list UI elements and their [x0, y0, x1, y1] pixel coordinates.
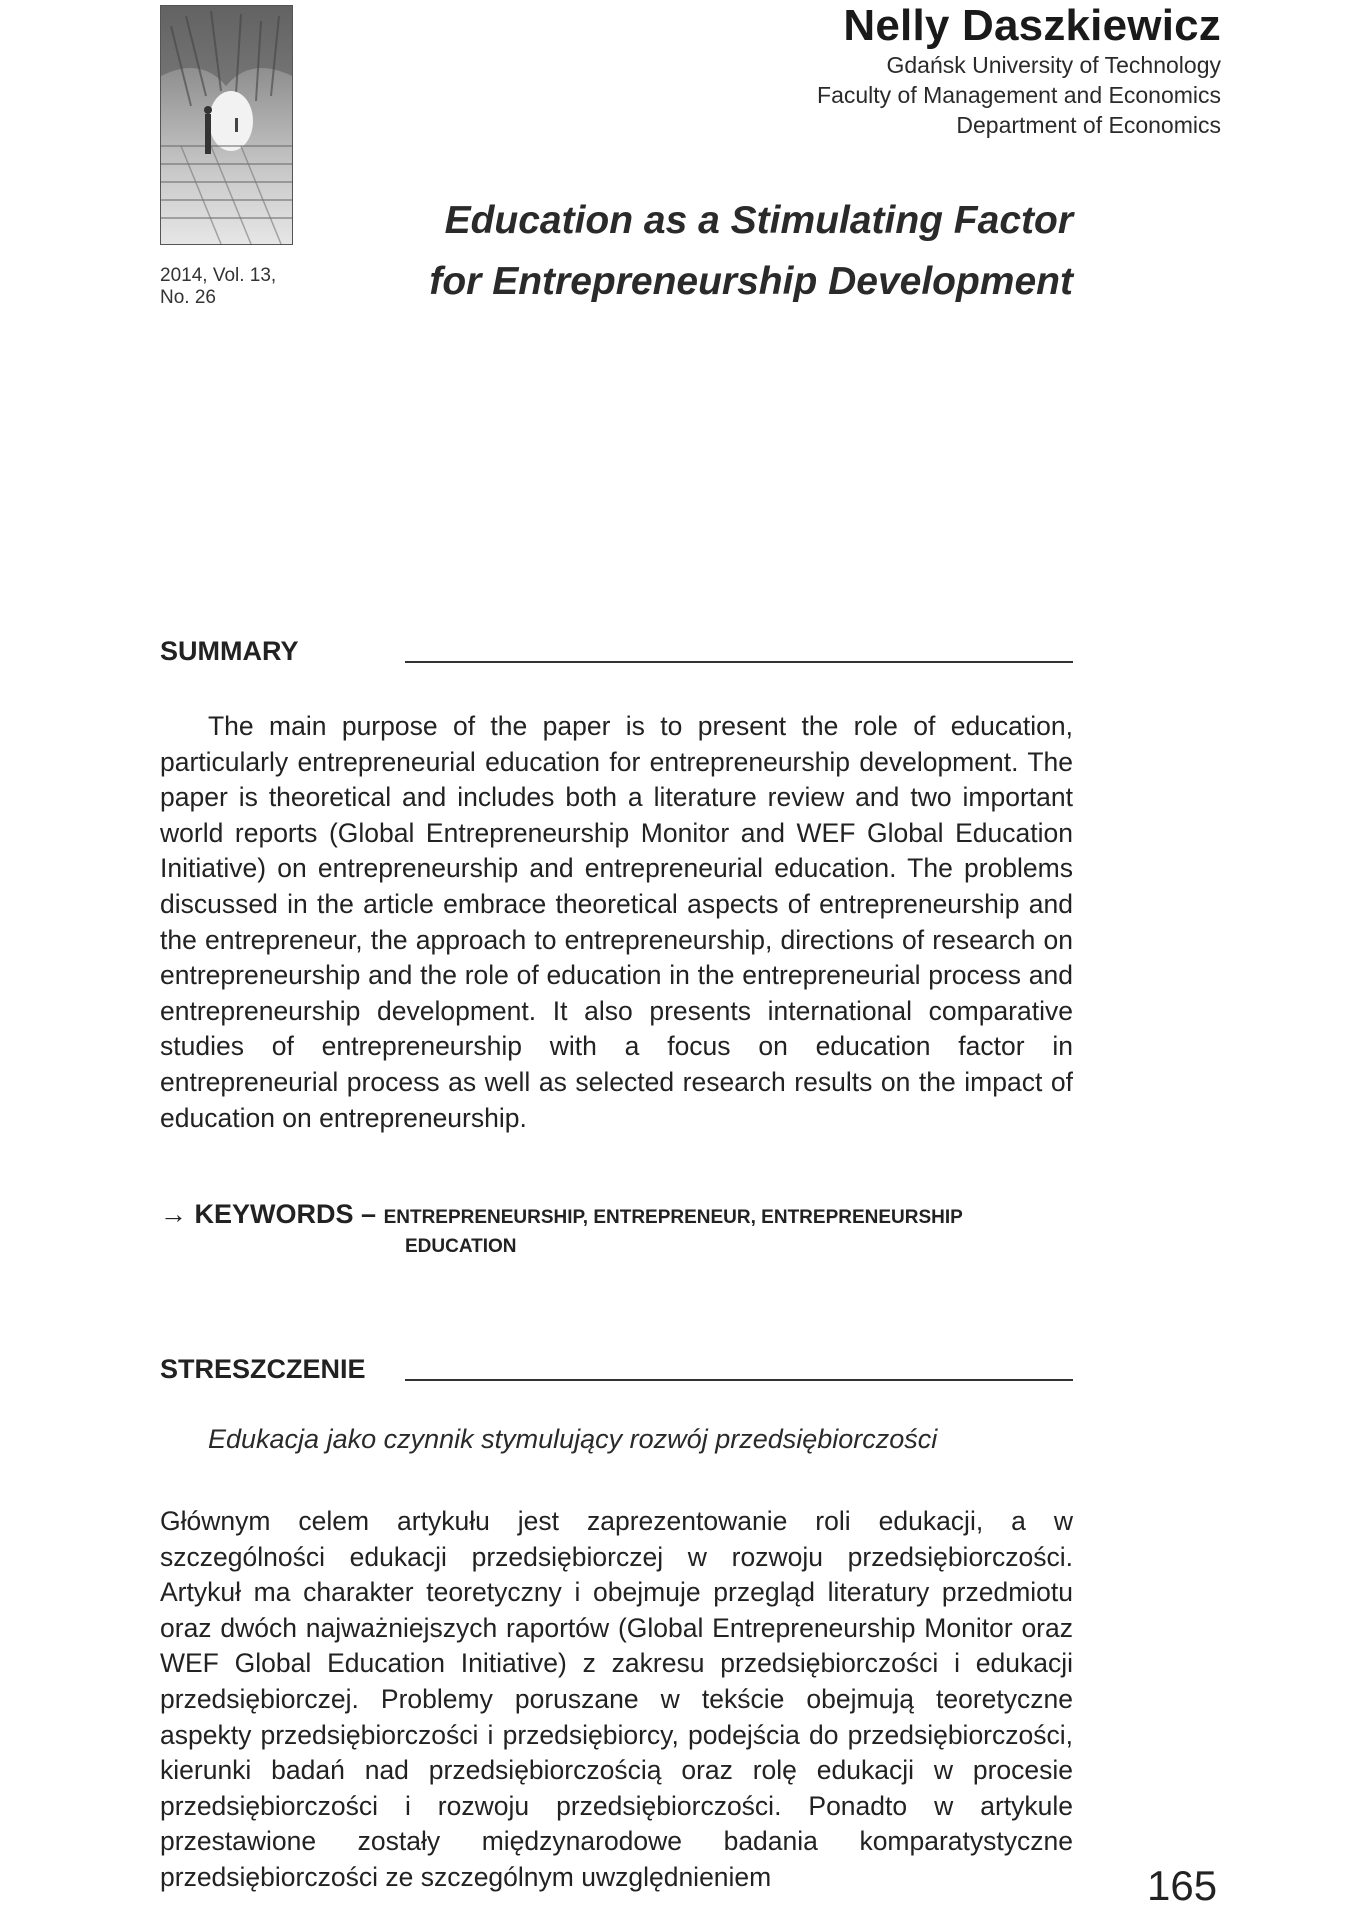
author-block	[817, 2, 1221, 140]
article-title-line-2: for Entrepreneurship Development	[429, 260, 1073, 303]
volume-info	[160, 265, 276, 309]
affiliation-faculty: Faculty of Management and Economics	[817, 82, 1221, 108]
summary-rule	[405, 661, 1073, 663]
affiliation-department: Department of Economics	[956, 112, 1221, 138]
streszczenie-subtitle: Edukacja jako czynnik stymulujący rozwój przedsiębiorczości	[208, 1424, 938, 1454]
streszczenie-heading: STRESZCZENIE	[160, 1354, 366, 1384]
article-title	[400, 190, 1073, 312]
streszczenie-paragraph: Głównym celem artykułu jest zaprezentowanie roli edukacji, a w szczególności edukacji przedsiębiorczej w rozwoju przedsiębiorczości. Artykuł ma charakter teoretyczny i obejmuje przegląd literatury przedmiotu oraz dwóch najważniejszych raportów (Global Entrepreneurship Monitor oraz WEF Global Education Initiative) z zakresu przedsiębiorczości i edukacji przedsiębiorczej. Problemy poruszane w tekście obejmują teoretyczne aspekty przedsiębiorczości i przedsiębiorcy, podejścia do przedsiębiorczości, kierunki badań nad przedsiębiorczością oraz rolę edukacji w procesie przedsiębiorczości i rozwoju przedsiębiorczości. Ponadto w artykule przestawione zostały międzynarodowe badania komparatystyczne przedsiębiorczości ze szczególnym uwzględnieniem	[160, 1506, 1073, 1892]
author-name: Nelly Daszkiewicz	[843, 1, 1221, 50]
summary-heading: SUMMARY	[160, 636, 299, 666]
streszczenie-rule	[405, 1379, 1073, 1381]
summary-body	[160, 709, 1073, 1136]
volume-line-1: 2014, Vol. 13,	[160, 265, 277, 286]
keywords-line	[160, 1193, 1060, 1239]
keywords-label: KEYWORDS –	[194, 1199, 377, 1229]
page-number: 165	[1147, 1862, 1218, 1909]
volume-line-2: No. 26	[160, 287, 216, 308]
journal-cover-image	[160, 5, 293, 245]
article-title-line-1: Education as a Stimulating Factor	[444, 199, 1073, 242]
keywords-values-continued: EDUCATION	[405, 1236, 517, 1257]
cover-illustration	[161, 6, 292, 244]
summary-paragraph: The main purpose of the paper is to present the role of education, particularly entrepreneurial education for entrepreneurship development. The paper is theoretical and includes both a literature review and two important world reports (Global Entrepreneurship Monitor and WEF Global Education Initiative) on entrepreneurship and entrepreneurial education. The problems discussed in the article embrace theoretical aspects of entrepreneurship and the entrepreneur, the approach to entrepreneurship, directions of research on entrepreneurship and the role of education in the entrepreneurial process and entrepreneurship development. It also presents international comparative studies of entrepreneurship with a focus on education factor in entrepreneurial process as well as selected research results on the impact of education on entrepreneurship.	[160, 711, 1073, 1133]
affiliation-university: Gdańsk University of Technology	[886, 52, 1221, 78]
arrow-icon: →	[160, 1199, 187, 1229]
streszczenie-body	[160, 1504, 1073, 1896]
keywords-values: ENTREPRENEURSHIP, ENTREPRENEUR, ENTREPRENEURSHIP	[383, 1207, 963, 1228]
